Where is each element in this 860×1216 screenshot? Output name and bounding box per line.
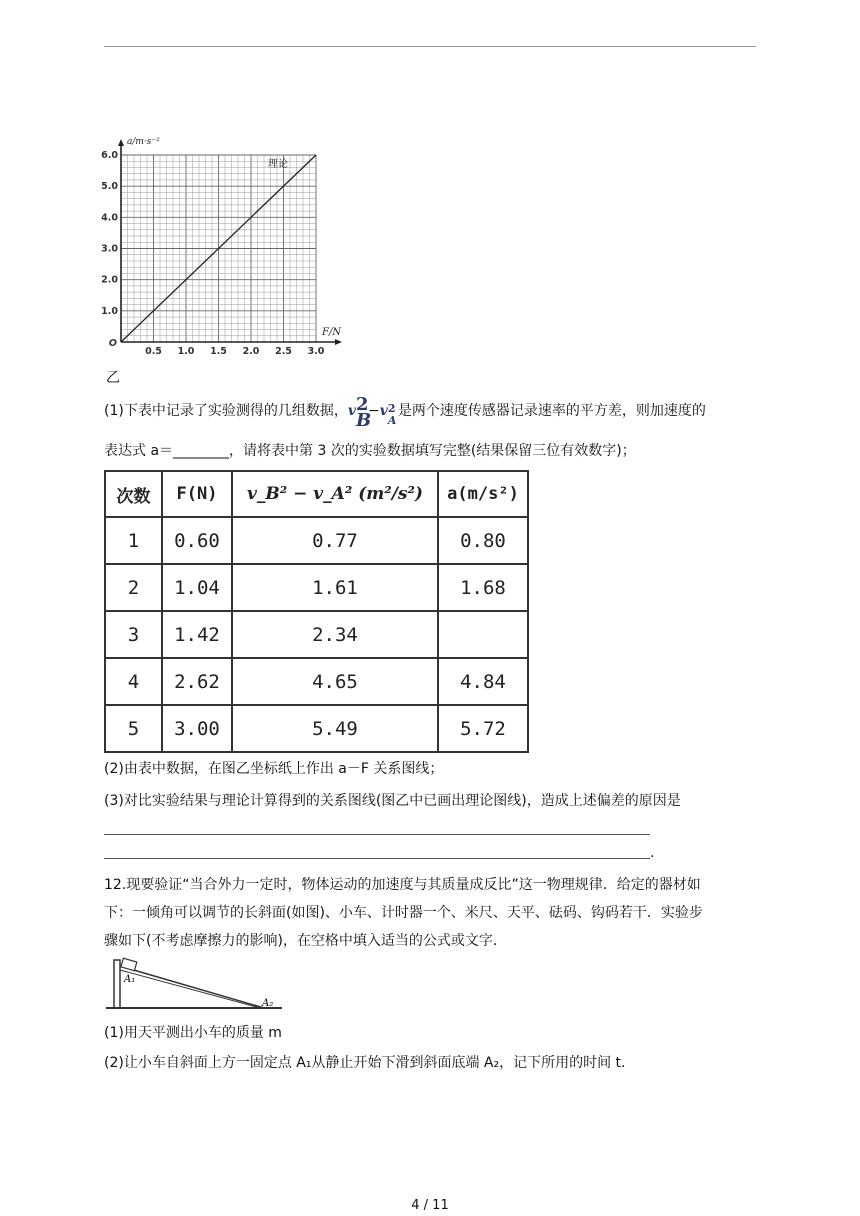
series-label: 理论: [268, 159, 288, 170]
formula-va: v: [379, 403, 388, 419]
table-cell: 1.68: [438, 564, 528, 611]
label-a1: A₁: [124, 974, 136, 985]
table-cell: 5.49: [232, 705, 438, 752]
chart-yi: [100, 122, 350, 362]
table-row: [105, 517, 528, 564]
q2-text: (2)由表中数据，在图乙坐标纸上作出 a－F 关系图线；: [104, 761, 444, 777]
data-table: [104, 470, 529, 753]
table-cell: 0.60: [162, 517, 232, 564]
formula-sub-b: B: [355, 410, 372, 431]
table-cell: 2.62: [162, 658, 232, 705]
x-tick-label: 0.5: [145, 346, 162, 357]
origin-label: O: [108, 338, 117, 349]
p12-step-1: (1)用天平测出小车的质量 m: [104, 1025, 282, 1041]
p12-line-3: 骤如下(不考虑摩擦力的影响)，在空格中填入适当的公式或文字．: [104, 933, 507, 949]
formula-sq-b: 2: [355, 394, 369, 415]
table-cell: 4.65: [232, 658, 438, 705]
x-axis-arrow: [335, 339, 342, 345]
formula-vb: v: [347, 403, 356, 419]
page-number: 4 / 11: [411, 1198, 449, 1213]
p12-line-2: 下：一倾角可以调节的长斜面(如图)、小车、计时器一个、米尺、天平、砝码、钩码若干．实验步: [104, 905, 703, 921]
y-tick-label: 5.0: [101, 181, 118, 193]
q1-text-b: 是两个速度传感器记录速率的平方差，则加速度的: [397, 403, 706, 419]
chart-svg: [100, 122, 350, 362]
table-cell: 0.77: [232, 517, 438, 564]
formula-sub-a: A: [387, 414, 397, 427]
header-cell: a(m/s²): [438, 471, 528, 517]
table-cell: 0.80: [438, 517, 528, 564]
table-row: [105, 611, 528, 658]
q1-line-1: [104, 394, 758, 431]
formula-sq-a: 2: [387, 402, 396, 415]
y-axis-label: a/m·s⁻²: [127, 137, 160, 147]
table-cell: 2.34: [232, 611, 438, 658]
table-row: [105, 564, 528, 611]
p12-line-1: 12.现要验证“当合外力一定时，物体运动的加速度与其质量成反比”这一物理规律．给定的器材如: [104, 877, 701, 893]
table-cell: 5: [105, 705, 162, 752]
q1-line-2: 表达式 a＝________，请将表中第 3 次的实验数据填写完整(结果保留三位有效数字)；: [104, 443, 636, 459]
table-cell: 3: [105, 611, 162, 658]
table-cell: 5.72: [438, 705, 528, 752]
x-axis-label: F/N: [322, 327, 342, 338]
header-cell: 次数: [105, 471, 162, 517]
x-tick-label: 1.5: [210, 346, 227, 357]
y-tick-label: 1.0: [101, 305, 118, 317]
q3-text: (3)对比实验结果与理论计算得到的关系图线(图乙中已画出理论图线)，造成上述偏差的原因是: [104, 793, 681, 809]
table-row: [105, 658, 528, 705]
table-cell: 1.42: [162, 611, 232, 658]
incline-figure: [104, 956, 284, 1016]
formula-minus: −: [367, 403, 380, 419]
table-row: [105, 705, 528, 752]
header-cell: v_B² − v_A² (m²/s²): [232, 471, 438, 517]
label-a2: A₂: [262, 998, 274, 1009]
y-tick-label: 2.0: [101, 274, 118, 286]
p12-step-2: (2)让小车自斜面上方一固定点 A₁从静止开始下滑到斜面底端 A₂，记下所用的时间 t.: [104, 1055, 626, 1071]
answer-line-2[interactable]: [104, 858, 650, 859]
table-cell: 4: [105, 658, 162, 705]
y-axis-arrow: [118, 139, 124, 146]
header-rule: [104, 46, 756, 47]
velocity-square-formula: [347, 394, 398, 431]
cart-icon: [121, 958, 137, 971]
header-cell: F(N): [162, 471, 232, 517]
y-tick-label: 3.0: [101, 243, 118, 255]
table-cell-blank[interactable]: [438, 611, 528, 658]
x-tick-label: 2.5: [275, 346, 292, 357]
figure-label: 乙: [106, 370, 120, 386]
q3-period: .: [650, 845, 655, 861]
table-cell: 2: [105, 564, 162, 611]
table-cell: 3.00: [162, 705, 232, 752]
support-post: [114, 960, 120, 1008]
x-tick-label: 3.0: [307, 346, 325, 357]
incline-top: [120, 966, 264, 1008]
table-cell: 1: [105, 517, 162, 564]
x-tick-label: 1.0: [177, 346, 195, 357]
incline-bottom: [120, 970, 260, 1008]
table-cell: 4.84: [438, 658, 528, 705]
y-tick-label: 4.0: [101, 212, 118, 224]
y-tick-label: 6.0: [101, 150, 118, 161]
x-tick-label: 2.0: [242, 346, 260, 357]
answer-line-1[interactable]: [104, 834, 650, 835]
table-cell: 1.04: [162, 564, 232, 611]
table-cell: 1.61: [232, 564, 438, 611]
table-header-row: [105, 471, 528, 517]
q1-text-a: (1)下表中记录了实验测得的几组数据，: [104, 403, 348, 419]
